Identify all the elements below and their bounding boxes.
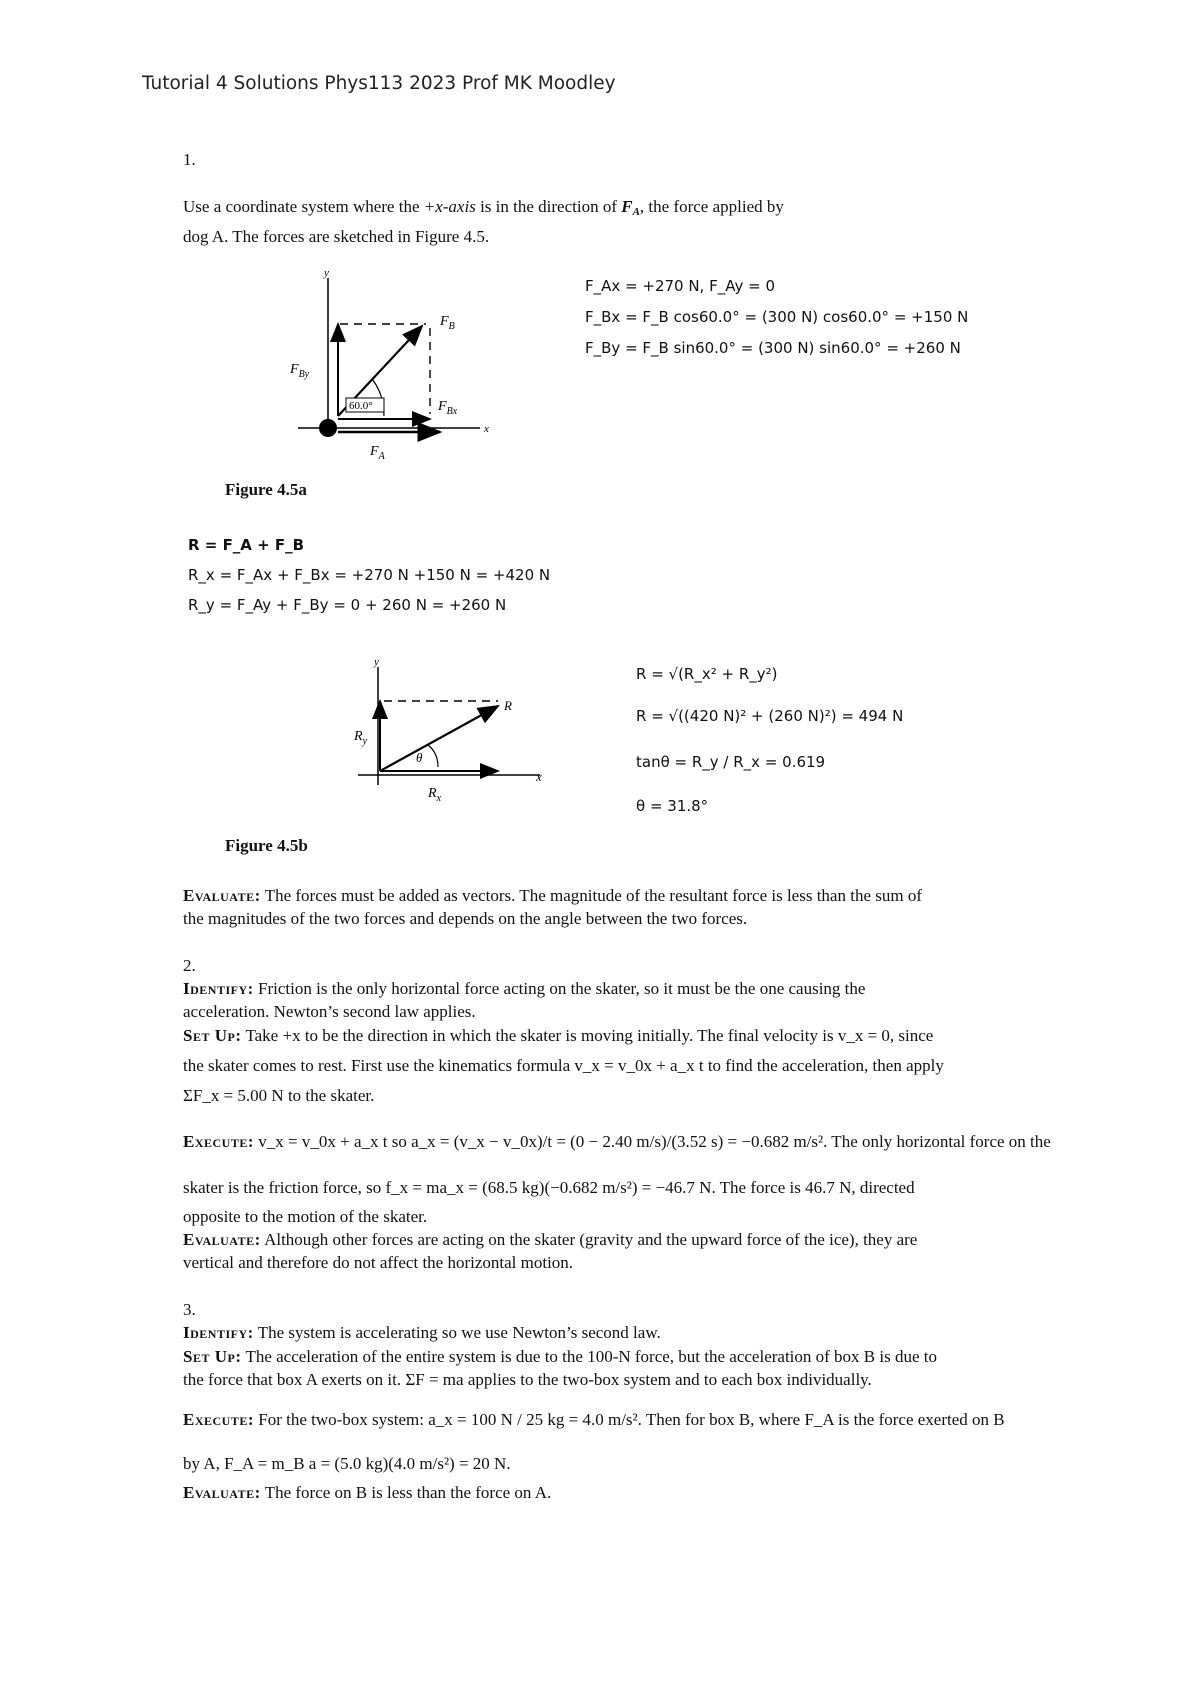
q2-setup-line-1: Set Up: Take +x to be the direction in which the skater is moving initially. The final velocity is v_x = 0, since [183,1026,934,1045]
q2-evaluate-label: Evaluate: [183,1230,261,1249]
q1-magnitude-eq-2: R = √((420 N)² + (260 N)²) = 494 N [636,707,904,725]
fig-a-x-label: x [484,423,489,435]
q2-identify-line-2: acceleration. Newton’s second law applies. [183,1002,476,1021]
figure-4-5b [350,655,560,805]
figure-4-5a [290,268,505,468]
q3-setup-label: Set Up: [183,1347,242,1366]
q2-evaluate-line-1: Evaluate: Although other forces are acting on the skater (gravity and the upward force of the ice), they are [183,1230,918,1249]
question-3-number: 3. [183,1300,196,1319]
fig-a-fby-label: $F_{By}$ [290,362,310,380]
fig-b-r-label: R [504,698,512,713]
q1-component-eq-1: F_Ax = +270 N, F_Ay = 0 [585,277,775,295]
q3-identify-line-1: Identify: The system is accelerating so we use Newton’s second law. [183,1323,661,1342]
q2-setup-label: Set Up: [183,1026,242,1045]
q2-execute-line-3: opposite to the motion of the skater. [183,1207,428,1226]
q3-execute-label: Execute: [183,1410,255,1429]
q2-evaluate-line-2: vertical and therefore do not affect the horizontal motion. [183,1253,574,1272]
q3-execute-line-2: by A, F_A = m_B a = (5.0 kg)(4.0 m/s²) = 20 N. [183,1454,511,1473]
q2-identify-label: Identify: [183,979,254,998]
q2-execute-line-2: skater is the friction force, so f_x = ma_x = (68.5 kg)(−0.682 m/s²) = −46.7 N. The force is 46.7 N, directed [183,1178,915,1197]
q3-evaluate-line-1: Evaluate: The force on B is less than the force on A. [183,1483,552,1502]
figure-4-5b-caption: Figure 4.5b [225,836,308,855]
q1-evaluate-label: Evaluate: [183,886,261,905]
q1-evaluate-line-2: the magnitudes of the two forces and depends on the angle between the two forces. [183,909,748,928]
fig-b-rx-label: $R_x$ [428,786,442,804]
fig-a-angle-label: 60.0° [349,400,373,412]
question-1-number: 1. [183,150,196,169]
q2-setup-line-3: ΣF_x = 5.00 N to the skater. [183,1086,375,1105]
q3-setup-line-2: the force that box A exerts on it. ΣF = ma applies to the two-box system and to each box individually. [183,1370,872,1389]
q1-component-eq-2: F_Bx = F_B cos60.0° = (300 N) cos60.0° = +150 N [585,308,969,326]
q1-resultant-eq-2: R_x = F_Ax + F_Bx = +270 N +150 N = +420 N [188,566,551,584]
fig-a-fa-label: $F_A$ [370,444,385,462]
fig-b-r-arrow [380,706,498,771]
q2-setup-line-2: the skater comes to rest. First use the kinematics formula v_x = v_0x + a_x t to find the acceleration, then apply [183,1056,944,1075]
q1-magnitude-eq-1: R = √(R_x² + R_y²) [636,665,778,683]
q1-magnitude-eq-4: θ = 31.8° [636,797,709,815]
fig-b-y-label: y [374,656,379,668]
question-2-number: 2. [183,956,196,975]
q3-identify-label: Identify: [183,1323,254,1342]
q1-magnitude-eq-3: tanθ = R_y / R_x = 0.619 [636,753,826,771]
q2-execute-line-1: Execute: v_x = v_0x + a_x t so a_x = (v_x − v_0x)/t = (0 − 2.40 m/s)/(3.52 s) = −0.682 m/s². The only horizontal force on the [183,1132,1051,1151]
q3-execute-line-1: Execute: For the two-box system: a_x = 100 N / 25 kg = 4.0 m/s². Then for box B, where F_A is the force exerted on B [183,1410,1005,1429]
fig-b-ry-label: $R_y$ [354,729,368,747]
q1-intro-line-2: dog A. The forces are sketched in Figure 4.5. [183,227,490,246]
fig-b-x-label: x [536,769,542,784]
q3-setup-line-1: Set Up: The acceleration of the entire system is due to the 100-N force, but the acceleration of box B is due to [183,1347,938,1366]
figure-4-5a-caption: Figure 4.5a [225,480,307,499]
fig-a-fbx-label: $F_{Bx}$ [438,399,458,417]
fig-b-angle-arc [428,745,438,767]
page-header: Tutorial 4 Solutions Phys113 2023 Prof MK Moodley [142,73,616,94]
fig-b-angle-label: θ [416,750,423,765]
fig-a-origin-dot [319,419,337,437]
q1-component-eq-3: F_By = F_B sin60.0° = (300 N) sin60.0° = +260 N [585,339,961,357]
q2-identify-line-1: Identify: Friction is the only horizontal force acting on the skater, so it must be the one causing the [183,979,866,998]
q1-resultant-eq-3: R_y = F_Ay + F_By = 0 + 260 N = +260 N [188,596,507,614]
fig-a-y-label: y [324,268,329,279]
q2-execute-label: Execute: [183,1132,255,1151]
q1-intro-line-1: Use a coordinate system where the +x-axis is in the direction of $F_A$, the force applied by [183,197,784,218]
fig-a-fb-label: $F_B$ [440,314,455,332]
q1-evaluate-line-1: Evaluate: The forces must be added as vectors. The magnitude of the resultant force is less than the sum of [183,886,923,905]
q3-evaluate-label: Evaluate: [183,1483,261,1502]
q1-resultant-eq-1: R = F_A + F_B [188,536,305,554]
